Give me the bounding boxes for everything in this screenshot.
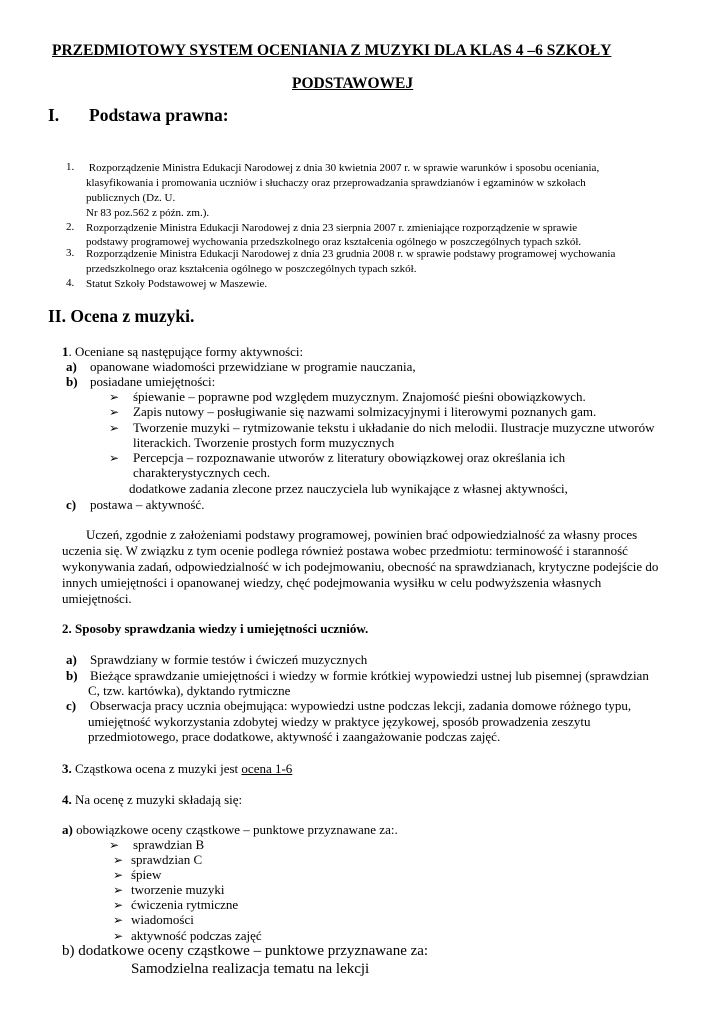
method-c-line1: Obserwacja pracy ucznia obejmująca: wypowiedzi ustne podczas lekcji, zadania domowe różnego typu, — [90, 698, 632, 713]
legal-item-1-number: 1. — [66, 161, 75, 173]
skill-perception-line1: Percepcja – rozpoznawanie utworów z literatury obowiązkowej oraz określania ich — [133, 450, 566, 465]
forms-a-label: a) — [66, 359, 77, 374]
forms-b-label: b) — [66, 374, 78, 389]
skill-notation: Zapis nutowy – posługiwanie się nazwami solmizacyjnymi i literowymi poznanych gam. — [133, 404, 597, 419]
forms-c-label: c) — [66, 497, 77, 512]
section2-heading: II. Ocena z muzyki. — [48, 306, 195, 326]
section1-roman: I. — [48, 105, 60, 125]
arrow-bullet-icon: ➢ — [113, 913, 124, 927]
arrow-bullet-icon: ➢ — [109, 405, 120, 419]
document-title-line2: PODSTAWOWEJ — [292, 75, 414, 92]
grade-components-heading: 4. Na ocenę z muzyki składają się: — [62, 792, 243, 807]
forms-c-text: postawa – aktywność. — [90, 497, 205, 512]
legal-item-2-line2: podstawy programowej wychowania przedszkolnego oraz kształcenia ogólnego w poszczególnych typach szkół. — [86, 236, 582, 248]
methods-heading: 2. Sposoby sprawdzania wiedzy i umiejętności uczniów. — [62, 621, 369, 636]
arrow-bullet-icon: ➢ — [113, 883, 124, 897]
method-c-line3: przedmiotowego, prace dodatkowe, aktywność i zaangażowanie podczas zajęć. — [88, 729, 501, 744]
legal-item-1-line1: Rozporządzenie Ministra Edukacji Narodowej z dnia 30 kwietnia 2007 r. w sprawie warunków i sposobu oceniania, — [86, 162, 600, 174]
mandatory-grades-heading: a) obowiązkowe oceny cząstkowe – punktowe przyznawane za:. — [62, 822, 398, 837]
arrow-bullet-icon: ➢ — [113, 853, 124, 867]
grade-item: śpiew — [131, 867, 162, 882]
arrow-bullet-icon: ➢ — [113, 929, 124, 943]
legal-item-1-line4: Nr 83 poz.562 z późn. zm.). — [86, 207, 210, 219]
extra-grades-heading: b) dodatkowe oceny cząstkowe – punktowe przyznawane za: — [62, 943, 429, 959]
skill-composing-line1: Tworzenie muzyki – rytmizowanie tekstu i układanie do nich melodii. Ilustracje muzyczne utworów — [133, 420, 655, 435]
legal-item-1-line2: klasyfikowania i promowania uczniów i słuchaczy oraz przeprowadzania sprawdzianów i egzaminów w szkołach — [86, 177, 586, 189]
arrow-bullet-icon: ➢ — [109, 390, 120, 404]
legal-item-2-line1: Rozporządzenie Ministra Edukacji Narodowej z dnia 23 sierpnia 2007 r. zmieniające rozporządzenie w sprawie — [86, 222, 578, 234]
grade-item: wiadomości — [131, 912, 194, 927]
arrow-bullet-icon: ➢ — [113, 868, 124, 882]
legal-item-3-line2: przedszkolnego oraz kształcenia ogólnego w poszczególnych typach szkół. — [86, 263, 417, 275]
arrow-bullet-icon: ➢ — [109, 838, 120, 852]
legal-item-4-number: 4. — [66, 277, 75, 289]
method-c-line2: umiejętność wykorzystania zdobytej wiedzy w praktyce językowej, sposób prowadzenia zeszytu — [88, 714, 591, 729]
method-b-line1: Bieżące sprawdzanie umiejętności i wiedzy w formie krótkiej wypowiedzi ustnej lub pisemnej (sprawdzian — [90, 668, 649, 683]
grade-item: sprawdzian B — [133, 837, 205, 852]
legal-item-4-line1: Statut Szkoły Podstawowej w Maszewie. — [86, 278, 268, 290]
arrow-bullet-icon: ➢ — [109, 451, 120, 465]
grade-scale: ocena 1-6 — [241, 761, 293, 776]
paragraph-line: wykonywania zadań, odpowiedzialność w ich podejmowaniu, obecność na sprawdzianach, krytyczne podejście do — [62, 559, 659, 574]
arrow-bullet-icon: ➢ — [113, 898, 124, 912]
arrow-bullet-icon: ➢ — [109, 421, 120, 435]
legal-item-3-number: 3. — [66, 247, 75, 259]
skill-perception-line2: charakterystycznych cech. — [133, 465, 271, 480]
paragraph-line: uczenia się. W związku z tym ocenie podlega również postawa wobec przedmiotu: terminowość i staranność — [62, 543, 628, 558]
section1-heading: Podstawa prawna: — [89, 105, 229, 125]
skill-singing: śpiewanie – poprawne pod względem muzycznym. Znajomość pieśni obowiązkowych. — [133, 389, 586, 404]
paragraph-line: innych umiejętności i opanowanej wiedzy, chęć podejmowania wysiłku w celu podwyższenia własnych — [62, 575, 602, 590]
paragraph-line: umiejętności. — [62, 591, 132, 606]
partial-grade-line: 3. Cząstkowa ocena z muzyki jest ocena 1-6 — [62, 761, 293, 776]
method-a-label: a) — [66, 652, 77, 667]
document-title-line1: PRZEDMIOTOWY SYSTEM OCENIANIA Z MUZYKI DLA KLAS 4 –6 SZKOŁY — [52, 42, 612, 59]
paragraph-line: Uczeń, zgodnie z założeniami podstawy programowej, powinien brać odpowiedzialność za własny proces — [86, 527, 638, 542]
method-c-label: c) — [66, 698, 77, 713]
skill-extra-tasks: dodatkowe zadania zlecone przez nauczyciela lub wynikające z własnej aktywności, — [129, 481, 568, 496]
forms-b-text: posiadane umiejętności: — [90, 374, 216, 389]
method-b-line2: C, tzw. kartówka), dyktando rytmiczne — [88, 683, 291, 698]
legal-item-1-line3: publicznych (Dz. U. — [86, 192, 176, 204]
legal-item-3-line1: Rozporządzenie Ministra Edukacji Narodowej z dnia 23 grudnia 2008 r. w sprawie podstawy programowej wychowania — [86, 248, 616, 260]
method-b-label: b) — [66, 668, 78, 683]
extra-grade-item: Samodzielna realizacja tematu na lekcji — [131, 961, 370, 977]
grade-item: ćwiczenia rytmiczne — [131, 897, 239, 912]
skill-composing-line2: literackich. Tworzenie prostych form muzycznych — [133, 435, 395, 450]
grade-item: tworzenie muzyki — [131, 882, 225, 897]
grade-item: sprawdzian C — [131, 852, 203, 867]
forms-a-text: opanowane wiadomości przewidziane w programie nauczania, — [90, 359, 416, 374]
method-a-line1: Sprawdziany w formie testów i ćwiczeń muzycznych — [90, 652, 368, 667]
legal-item-2-number: 2. — [66, 221, 75, 233]
grade-item: aktywność podczas zajęć — [131, 928, 262, 943]
forms-intro: 1. Oceniane są następujące formy aktywności: — [62, 344, 304, 359]
